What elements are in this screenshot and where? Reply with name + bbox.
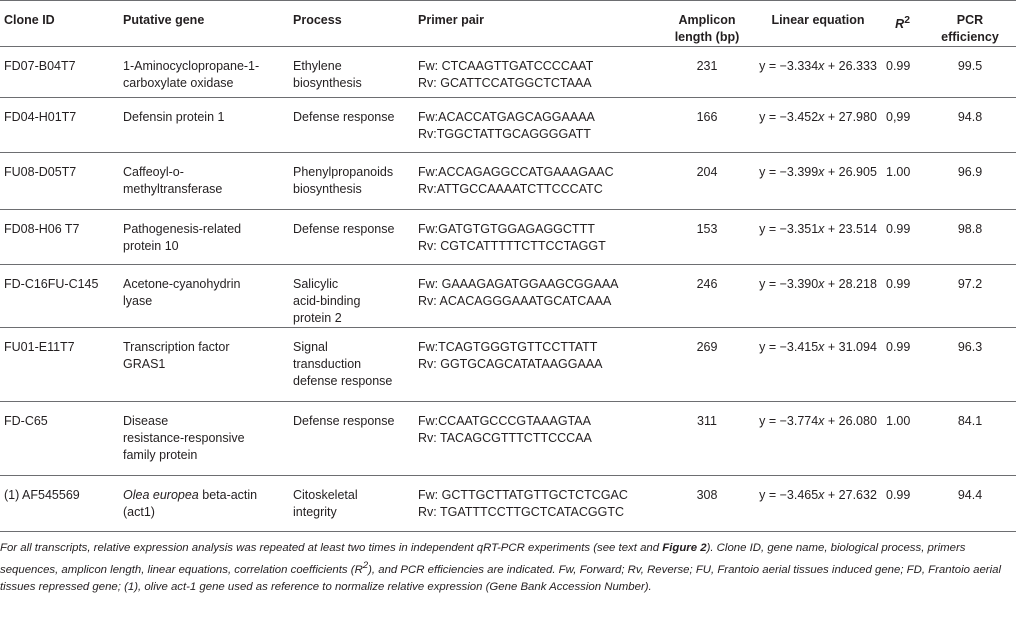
process-line: Phenylpropanoids [293, 165, 394, 179]
clone-id-cell [0, 476, 119, 532]
pcr-efficiency-cell [924, 210, 1016, 265]
header-r2 [884, 1, 924, 47]
equation-intercept: + 28.218 [824, 277, 877, 291]
equation-intercept: + 26.905 [824, 165, 877, 179]
process-line: Ethylene [293, 59, 342, 73]
table-header [0, 1, 1016, 47]
primer-reverse: Rv: TACAGCGTTTCTTCCCAA [418, 431, 592, 445]
gene-line: resistance-responsive [123, 431, 245, 445]
clone-id: FU01-E11T7 [4, 340, 75, 354]
r2-value: 0.99 [886, 340, 911, 354]
clone-id: FD-C65 [4, 414, 48, 428]
clone-id-cell [0, 210, 119, 265]
clone-id: FD07-B04T7 [4, 59, 76, 73]
process-line: biosynthesis [293, 76, 362, 90]
gene-species: Olea europea [123, 488, 199, 502]
gene-line: Disease [123, 414, 169, 428]
clone-id-cell [0, 153, 119, 210]
r2-cell [884, 402, 924, 476]
clone-id: (1) AF545569 [4, 488, 80, 502]
equation-variable: x [818, 59, 825, 73]
process-line: Signal [293, 340, 328, 354]
amplicon-cell [662, 210, 752, 265]
equation-intercept: + 26.080 [824, 414, 877, 428]
putative-gene-cell [119, 98, 289, 153]
primer-pair-cell [414, 402, 662, 476]
equation-variable: x [818, 222, 825, 236]
process-cell [289, 476, 414, 532]
header-amplicon [662, 1, 752, 47]
clone-id-cell [0, 47, 119, 98]
putative-gene-cell [119, 210, 289, 265]
table-row [0, 402, 1016, 476]
primer-pair-cell [414, 476, 662, 532]
amplicon-length: 246 [696, 277, 718, 291]
process-line: biosynthesis [293, 182, 362, 196]
gene-line: Caffeoyl-o- [123, 165, 184, 179]
table-row [0, 98, 1016, 153]
table-footnote [0, 540, 1016, 596]
r2-value: 1.00 [886, 165, 911, 179]
clone-id: FD04-H01T7 [4, 110, 77, 124]
equation-variable: x [818, 340, 825, 354]
gene-line: Transcription factor [123, 340, 230, 354]
header-amplicon-line1: Amplicon [678, 13, 736, 27]
amplicon-cell [662, 98, 752, 153]
process-line: defense response [293, 374, 393, 388]
amplicon-cell [662, 47, 752, 98]
primer-pair-cell [414, 98, 662, 153]
equation-slope: y = −3.399 [759, 165, 819, 179]
r2-value: 0.99 [886, 222, 911, 236]
process-line: acid-binding [293, 294, 361, 308]
r2-value: 0.99 [886, 59, 911, 73]
process-line: Defense response [293, 110, 395, 124]
pcr-efficiency: 94.8 [957, 110, 983, 124]
amplicon-length: 308 [696, 488, 718, 502]
equation-variable: x [818, 110, 825, 124]
primer-reverse: Rv: GGTGCAGCATATAAGGAAA [418, 357, 603, 371]
primer-forward: Fw:TCAGTGGGTGTTCCTTATT [418, 340, 598, 354]
table-body [0, 47, 1016, 532]
primer-forward: Fw:ACACCATGAGCAGGAAAA [418, 110, 595, 124]
process-line: Defense response [293, 414, 395, 428]
clone-id: FD08-H06 T7 [4, 222, 80, 236]
pcr-efficiency-cell [924, 47, 1016, 98]
clone-id-cell [0, 328, 119, 402]
process-cell [289, 153, 414, 210]
clone-id-cell [0, 98, 119, 153]
equation-intercept: + 23.514 [824, 222, 877, 236]
pcr-efficiency-cell [924, 265, 1016, 328]
r2-value: 1.00 [886, 414, 911, 428]
table-row [0, 328, 1016, 402]
header-linear-equation: Linear equation [752, 1, 884, 47]
table-row [0, 153, 1016, 210]
equation-slope: y = −3.415 [759, 340, 819, 354]
amplicon-cell [662, 265, 752, 328]
equation-slope: y = −3.465 [759, 488, 819, 502]
pcr-efficiency: 96.3 [957, 340, 983, 354]
amplicon-cell [662, 153, 752, 210]
process-cell [289, 402, 414, 476]
gene-line: family protein [123, 448, 198, 462]
gene-line: GRAS1 [123, 357, 166, 371]
process-cell [289, 47, 414, 98]
process-line: Defense response [293, 222, 395, 236]
equation-slope: y = −3.774 [759, 414, 819, 428]
amplicon-length: 153 [696, 222, 718, 236]
gene-line: Acetone-cyanohydrin [123, 277, 241, 291]
pcr-efficiency: 99.5 [957, 59, 983, 73]
gene-line: Pathogenesis-related [123, 222, 242, 236]
header-clone-id: Clone ID [0, 1, 119, 47]
r2-value: 0.99 [886, 277, 911, 291]
primer-forward: Fw: GCTTGCTTATGTTGCTCTCGAC [418, 488, 628, 502]
header-pcr-line2: efficiency [941, 30, 999, 44]
linear-equation-cell [752, 402, 884, 476]
primer-pair-cell [414, 328, 662, 402]
pcr-efficiency-cell [924, 98, 1016, 153]
amplicon-cell [662, 402, 752, 476]
header-process: Process [289, 1, 414, 47]
putative-gene-cell [119, 153, 289, 210]
putative-gene-cell [119, 265, 289, 328]
r2-value: 0,99 [886, 110, 911, 124]
gene-line: lyase [123, 294, 153, 308]
header-r2-base: R [895, 17, 905, 32]
clone-id: FU08-D05T7 [4, 165, 77, 179]
process-cell [289, 265, 414, 328]
pcr-efficiency-cell [924, 402, 1016, 476]
clone-id-cell [0, 265, 119, 328]
primer-pair-cell [414, 153, 662, 210]
footnote-part3: ), and PCR efficiencies are indicated. Fw, Forward; Rv, Reverse; FU, Frantoio aerial tissues induced gene; FD, Frantoio aerial tissues repressed gene; (1), olive act-1 gene used as reference to normalize relative expression (Gene Bank Accession Number). [0, 563, 1001, 593]
header-putative-gene: Putative gene [119, 1, 289, 47]
r2-cell [884, 476, 924, 532]
gene-line: methyltransferase [123, 182, 223, 196]
primer-forward: Fw:CCAATGCCCGTAAAGTAA [418, 414, 591, 428]
r2-value: 0.99 [886, 488, 911, 502]
process-line: Citoskeletal [293, 488, 358, 502]
equation-slope: y = −3.351 [759, 222, 819, 236]
table-row [0, 210, 1016, 265]
gene-line: protein 10 [123, 239, 179, 253]
equation-slope: y = −3.390 [759, 277, 819, 291]
header-amplicon-line2: length (bp) [674, 30, 740, 44]
process-cell [289, 210, 414, 265]
primer-forward: Fw:GATGTGTGGAGAGGCTTT [418, 222, 595, 236]
footnote-part2: ). Clone ID, gene name, biological process, primers sequences, amplicon length, linear equations, correlation coefficients (R [0, 542, 966, 576]
putative-gene-cell [119, 328, 289, 402]
pcr-efficiency: 97.2 [957, 277, 983, 291]
equation-variable: x [818, 277, 825, 291]
primer-forward: Fw: GAAAGAGATGGAAGCGGAAA [418, 277, 619, 291]
footnote-part1: For all transcripts, relative expression analysis was repeated at least two times in independent qRT-PCR experiments (see text and [0, 542, 663, 554]
gene-line: 1-Aminocyclopropane-1- [123, 59, 260, 73]
pcr-efficiency: 94.4 [957, 488, 983, 502]
gene-line: Defensin protein 1 [123, 110, 225, 124]
pcr-efficiency: 84.1 [957, 414, 983, 428]
pcr-efficiency: 98.8 [957, 222, 983, 236]
process-line: protein 2 [293, 311, 342, 325]
header-pcr-line1: PCR [956, 13, 984, 27]
equation-intercept: + 31.094 [824, 340, 877, 354]
table-row [0, 265, 1016, 328]
clone-id-cell [0, 402, 119, 476]
process-cell [289, 328, 414, 402]
putative-gene-cell [119, 402, 289, 476]
primer-pair-cell [414, 210, 662, 265]
r2-cell [884, 98, 924, 153]
process-line: transduction [293, 357, 362, 371]
primer-pair-cell [414, 265, 662, 328]
footnote-sup: 2 [362, 560, 369, 571]
linear-equation-cell [752, 98, 884, 153]
amplicon-length: 166 [696, 110, 718, 124]
equation-variable: x [818, 488, 825, 502]
pcr-efficiency-cell [924, 328, 1016, 402]
primer-reverse: Rv:ATTGCCAAAATCTTCCCATC [418, 182, 603, 196]
linear-equation-cell [752, 265, 884, 328]
primer-forward: Fw:ACCAGAGGCCATGAAAGAAC [418, 165, 614, 179]
footnote-figure-link[interactable]: Figure 2 [662, 542, 707, 554]
amplicon-length: 204 [696, 165, 718, 179]
primer-forward: Fw: CTCAAGTTGATCCCCAAT [418, 59, 594, 73]
amplicon-length: 231 [696, 59, 718, 73]
pcr-efficiency: 96.9 [957, 165, 983, 179]
r2-cell [884, 47, 924, 98]
header-primer-pair: Primer pair [414, 1, 662, 47]
equation-intercept: + 27.980 [824, 110, 877, 124]
equation-variable: x [818, 165, 825, 179]
primer-reverse: Rv: ACACAGGGAAATGCATCAAA [418, 294, 612, 308]
equation-intercept: + 26.333 [824, 59, 877, 73]
equation-slope: y = −3.334 [759, 59, 819, 73]
gene-line: carboxylate oxidase [123, 76, 234, 90]
putative-gene-cell [119, 476, 289, 532]
linear-equation-cell [752, 210, 884, 265]
gene-name: beta-actin (act1) [123, 488, 258, 519]
table-row [0, 47, 1016, 98]
clone-id: FD-C16FU-C145 [4, 277, 99, 291]
putative-gene-cell [119, 47, 289, 98]
r2-cell [884, 328, 924, 402]
header-pcr-efficiency [924, 1, 1016, 47]
primer-reverse: Rv: CGTCATTTTTCTTCCTAGGT [418, 239, 606, 253]
table-row [0, 476, 1016, 532]
primer-pair-cell [414, 47, 662, 98]
primer-reverse: Rv: TGATTTCCTTGCTCATACGGTC [418, 505, 624, 519]
linear-equation-cell [752, 153, 884, 210]
r2-cell [884, 265, 924, 328]
linear-equation-cell [752, 47, 884, 98]
linear-equation-cell [752, 476, 884, 532]
pcr-efficiency-cell [924, 476, 1016, 532]
amplicon-cell [662, 328, 752, 402]
equation-intercept: + 27.632 [824, 488, 877, 502]
process-line: Salicylic [293, 277, 339, 291]
r2-cell [884, 153, 924, 210]
amplicon-cell [662, 476, 752, 532]
header-r2-sup: 2 [904, 15, 910, 26]
process-cell [289, 98, 414, 153]
linear-equation-cell [752, 328, 884, 402]
amplicon-length: 269 [696, 340, 718, 354]
amplicon-length: 311 [697, 414, 717, 428]
primer-reverse: Rv:TGGCTATTGCAGGGGATT [418, 127, 591, 141]
r2-cell [884, 210, 924, 265]
pcr-efficiency-cell [924, 153, 1016, 210]
equation-slope: y = −3.452 [759, 110, 819, 124]
equation-variable: x [818, 414, 825, 428]
primer-reverse: Rv: GCATTCCATGGCTCTAAA [418, 76, 592, 90]
process-line: integrity [293, 505, 337, 519]
